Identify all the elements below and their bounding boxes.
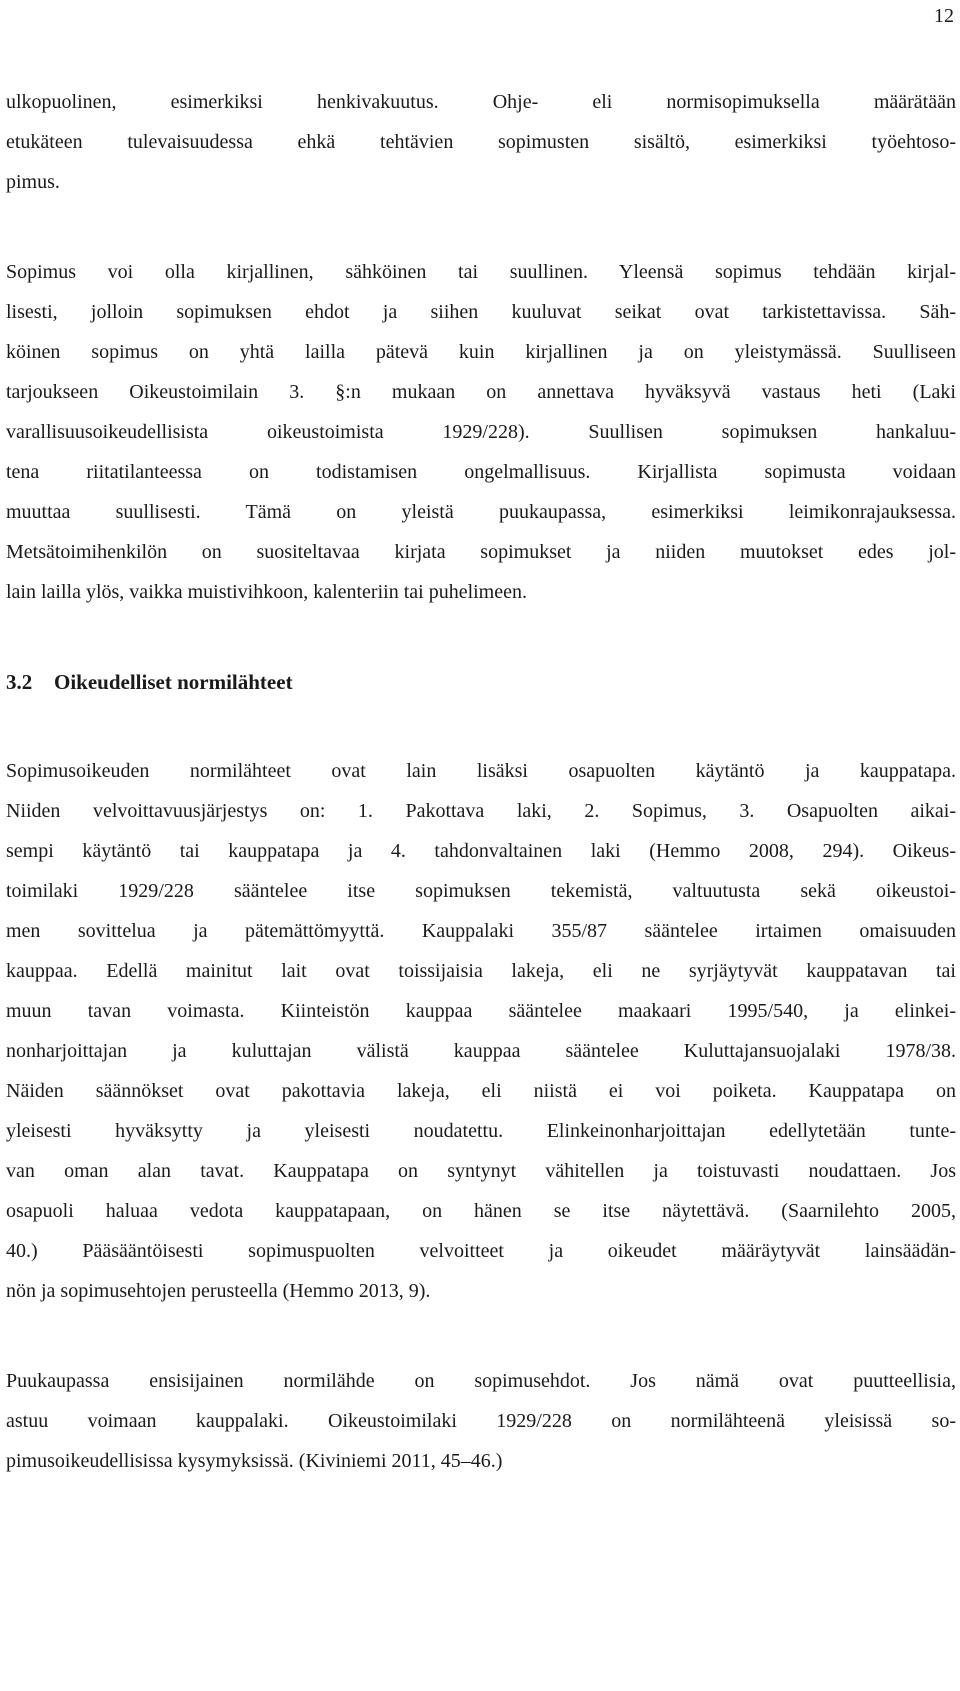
text-line: ulkopuolinen, esimerkiksi henkivakuutus. Ohje- eli normisopimuksella määrätään [6,91,956,113]
text-line: astuu voimaan kauppalaki. Oikeustoimilaki 1929/228 on normilähteenä yleisissä so- [6,1410,956,1432]
text-line: lisesti, jolloin sopimuksen ehdot ja siihen kuuluvat seikat ovat tarkistettavissa. Säh- [6,301,956,323]
text-line: yleisesti hyväksytty ja yleisesti noudatettu. Elinkeinonharjoittajan edellytetään tunte- [6,1120,956,1142]
text-line: nonharjoittajan ja kuluttajan välistä kauppaa sääntelee Kuluttajansuojalaki 1978/38. [6,1040,956,1062]
text-line: köinen sopimus on yhtä lailla pätevä kuin kirjallinen ja on yleistymässä. Suulliseen [6,341,956,363]
text-line: pimusoikeudellisissa kysymyksissä. (Kiviniemi 2011, 45–46.) [6,1450,503,1472]
text-line: Metsätoimihenkilön on suositeltavaa kirjata sopimukset ja niiden muutokset edes jol- [6,541,956,563]
text-line: tena riitatilanteessa on todistamisen ongelmallisuus. Kirjallista sopimusta voidaan [6,461,956,483]
text-line: Näiden säännökset ovat pakottavia lakeja, eli niistä ei voi poiketa. Kauppatapa on [6,1080,956,1102]
text-line: muuttaa suullisesti. Tämä on yleistä puukaupassa, esimerkiksi leimikonrajauksessa. [6,501,956,523]
text-line: tarjoukseen Oikeustoimilain 3. §:n mukaan on annettava hyväksyvä vastaus heti (Laki [6,381,956,403]
text-line: Puukaupassa ensisijainen normilähde on sopimusehdot. Jos nämä ovat puutteellisia, [6,1370,956,1392]
text-line: Sopimus voi olla kirjallinen, sähköinen tai suullinen. Yleensä sopimus tehdään kirjal- [6,261,956,283]
paragraph-contract-forms [6,258,956,618]
text-line: van oman alan tavat. Kauppatapa on syntynyt vähitellen ja toistuvasti noudattaen. Jos [6,1160,956,1182]
paragraph-contract-types [6,88,956,208]
text-line: Niiden velvoittavuusjärjestys on: 1. Pakottava laki, 2. Sopimus, 3. Osapuolten aikai- [6,800,956,822]
text-line: Sopimusoikeuden normilähteet ovat lain lisäksi osapuolten käytäntö ja kauppatapa. [6,760,956,782]
text-line: pimus. [6,171,60,193]
text-line: sempi käytäntö tai kauppatapa ja 4. tahdonvaltainen laki (Hemmo 2008, 294). Oikeus- [6,840,956,862]
text-line: kauppaa. Edellä mainitut lait ovat toissijaisia lakeja, eli ne syrjäytyvät kauppatavan tai [6,960,956,982]
text-line: osapuoli haluaa vedota kauppatapaan, on hänen se itse näytettävä. (Saarnilehto 2005, [6,1200,956,1222]
section-title: Oikeudelliset normilähteet [54,670,293,694]
page-number: 12 [934,5,954,27]
text-line: lain lailla ylös, vaikka muistivihkoon, kalenteriin tai puhelimeen. [6,581,527,603]
paragraph-timber-trade [6,1367,956,1487]
page-body [6,88,956,1487]
text-line: 40.) Pääsääntöisesti sopimuspuolten velvoitteet ja oikeudet määräytyvät lainsäädän- [6,1240,956,1262]
text-line: etukäteen tulevaisuudessa ehkä tehtävien sopimusten sisältö, esimerkiksi työehtoso- [6,131,956,153]
text-line: toimilaki 1929/228 sääntelee itse sopimuksen tekemistä, valtuutusta sekä oikeustoi- [6,880,956,902]
text-line: nön ja sopimusehtojen perusteella (Hemmo 2013, 9). [6,1280,431,1302]
text-line: varallisuusoikeudellisista oikeustoimista 1929/228). Suullisen sopimuksen hankaluu- [6,421,956,443]
text-line: men sovittelua ja pätemättömyyttä. Kauppalaki 355/87 sääntelee irtaimen omaisuuden [6,920,956,942]
section-heading [6,668,956,708]
section-number: 3.2 [6,670,33,694]
text-line: muun tavan voimasta. Kiinteistön kauppaa sääntelee maakaari 1995/540, ja elinkei- [6,1000,956,1022]
paragraph-norm-sources [6,757,956,1317]
